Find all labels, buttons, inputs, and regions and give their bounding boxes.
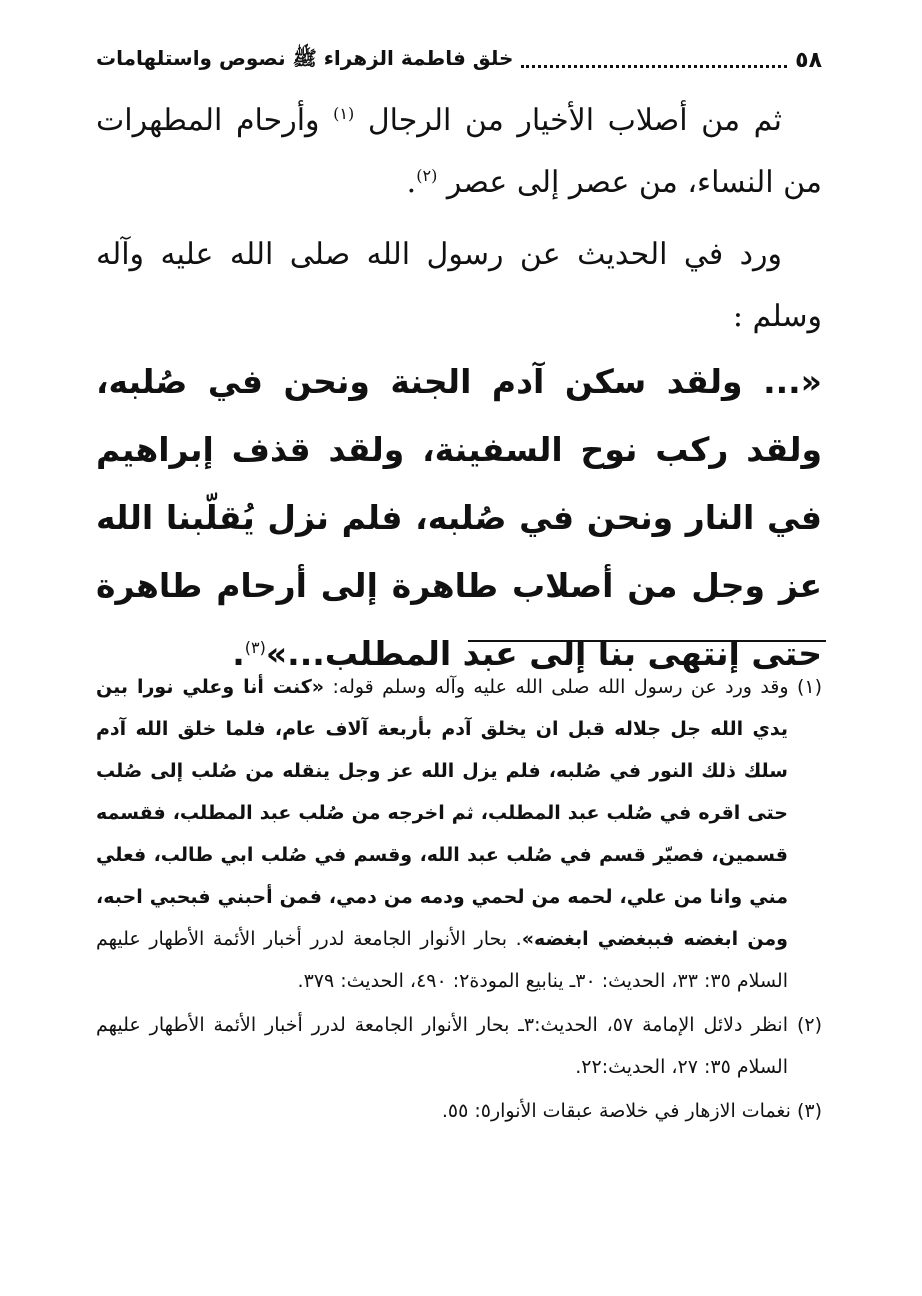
footnote-ref-2[interactable]: (٢)	[416, 166, 438, 185]
footnote-ref-1[interactable]: (١)	[333, 104, 355, 123]
footnote-1-quote: «كنت أنا وعلي نورا بين يدي الله جل جلاله قبل ان يخلق آدم بأربعة آلاف عام، فلما خلق الله آدم سلك ذلك النور في صُلبه، فلم يزل الله عز وجل ينقله من صُلب إلى صُلب حتى اقره في صُلب عبد المطلب، ثم اخرجه من صُلب عبد المطلب، فقسمه قسمين، فصيّر قسم في صُلب عبد الله، وقسم في صُلب ابي طالب، فعلي مني وانا من علي، لحمه من لحمي ودمه من دمي، فمن أحبني فبحبي احبه، ومن ابغضه فببغضي ابغضه»	[96, 676, 788, 950]
paragraph-1-end: .	[406, 165, 417, 200]
footnote-ref-3[interactable]: (٣)	[244, 638, 266, 657]
header-leader-dots	[521, 65, 787, 68]
footnote-2-number: (٢)	[796, 1014, 822, 1036]
footnote-2	[96, 1004, 822, 1088]
footnotes	[96, 666, 822, 1132]
footnote-3-text: نغمات الازهار في خلاصة عبقات الأنوار٥: ٥٥.	[441, 1100, 791, 1122]
running-title: خلق فاطمة الزهراء ﷺ نصوص واستلهامات	[96, 45, 514, 70]
footnote-1	[96, 666, 822, 1002]
hadith-quote	[96, 348, 822, 688]
footnote-1-lead: وقد ورد عن رسول الله صلى الله عليه وآله وسلم قوله:	[324, 676, 789, 698]
footnote-2-text: انظر دلائل الإمامة ٥٧، الحديث:٣ـ بحار الأنوار الجامعة لدرر أخبار الأئمة الأطهار عليهم السلام ٣٥: ٢٧، الحديث:٢٢.	[96, 1014, 789, 1078]
page-number: ٥٨	[795, 47, 822, 73]
paragraph-1	[96, 90, 822, 214]
footnote-1-number: (١)	[796, 676, 823, 698]
footnote-separator	[468, 640, 826, 642]
main-text	[96, 90, 822, 688]
paragraph-2-text: ورد في الحديث عن رسول الله صلى الله عليه وآله وسلم :	[96, 237, 822, 334]
footnote-3-number: (٣)	[796, 1100, 822, 1122]
hadith-quote-end: .	[232, 634, 245, 673]
running-header	[96, 40, 822, 80]
footnote-1-source: . بحار الأنوار الجامعة لدرر أخبار الأئمة الأطهار عليهم السلام ٣٥: ٣٣، الحديث: ٣٠ـ ينابيع المودة٢: ٤٩٠، الحديث: ٣٧٩.	[96, 928, 788, 992]
footnote-3	[96, 1090, 822, 1132]
hadith-quote-text: «... ولقد سكن آدم الجنة ونحن في صُلبه، ولقد ركب نوح السفينة، ولقد قذف إبراهيم في النار ونحن في صُلبه، فلم نزل يُقلّبنا الله عز وجل من أصلاب طاهرة إلى أرحام طاهرة حتى إنتهى بنا إلى عبد المطلب...»	[96, 362, 822, 673]
paragraph-2	[96, 224, 822, 348]
paragraph-1-text-2: وأرحام المطهرات من النساء، من عصر إلى عصر	[96, 103, 822, 200]
paragraph-1-text: ثم من أصلاب الأخيار من الرجال	[367, 103, 782, 138]
